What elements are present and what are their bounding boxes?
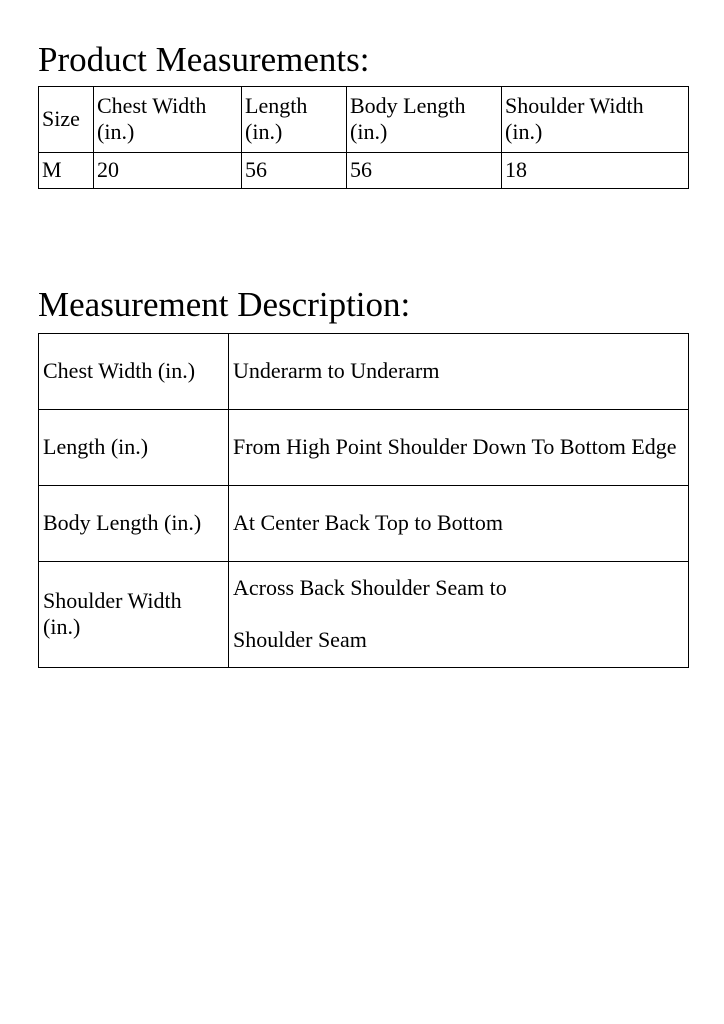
term-length: Length (in.) xyxy=(39,410,229,486)
description-chest-width: Underarm to Underarm xyxy=(229,334,689,410)
cell-chest-width: 20 xyxy=(94,153,242,189)
column-header-body-length: Body Length (in.) xyxy=(347,87,502,153)
description-shoulder-width xyxy=(229,562,689,668)
description-length: From High Point Shoulder Down To Bottom Edge xyxy=(229,410,689,486)
product-measurements-table xyxy=(38,86,689,189)
description-shoulder-width-gap xyxy=(233,601,684,627)
description-shoulder-width-line2: Shoulder Seam xyxy=(233,627,367,652)
table-row xyxy=(39,334,689,410)
column-header-length: Length (in.) xyxy=(242,87,347,153)
table-row xyxy=(39,562,689,668)
description-body-length: At Center Back Top to Bottom xyxy=(229,486,689,562)
cell-length: 56 xyxy=(242,153,347,189)
cell-shoulder-width: 18 xyxy=(502,153,689,189)
column-header-chest-width: Chest Width (in.) xyxy=(94,87,242,153)
cell-body-length: 56 xyxy=(347,153,502,189)
term-body-length: Body Length (in.) xyxy=(39,486,229,562)
section-spacer xyxy=(38,189,688,285)
page-title-measurement-description: Measurement Description: xyxy=(38,285,411,324)
description-shoulder-width-line1: Across Back Shoulder Seam to xyxy=(233,575,507,600)
column-header-size: Size xyxy=(39,87,94,153)
cell-size: M xyxy=(39,153,94,189)
measurement-description-table xyxy=(38,333,689,668)
table-header-row xyxy=(39,87,689,153)
table-row xyxy=(39,410,689,486)
column-header-shoulder-width: Shoulder Width (in.) xyxy=(502,87,689,153)
table-row xyxy=(39,486,689,562)
term-shoulder-width: Shoulder Width (in.) xyxy=(39,562,229,668)
page-title-product-measurements: Product Measurements: xyxy=(38,40,370,79)
term-chest-width: Chest Width (in.) xyxy=(39,334,229,410)
table-row xyxy=(39,153,689,189)
